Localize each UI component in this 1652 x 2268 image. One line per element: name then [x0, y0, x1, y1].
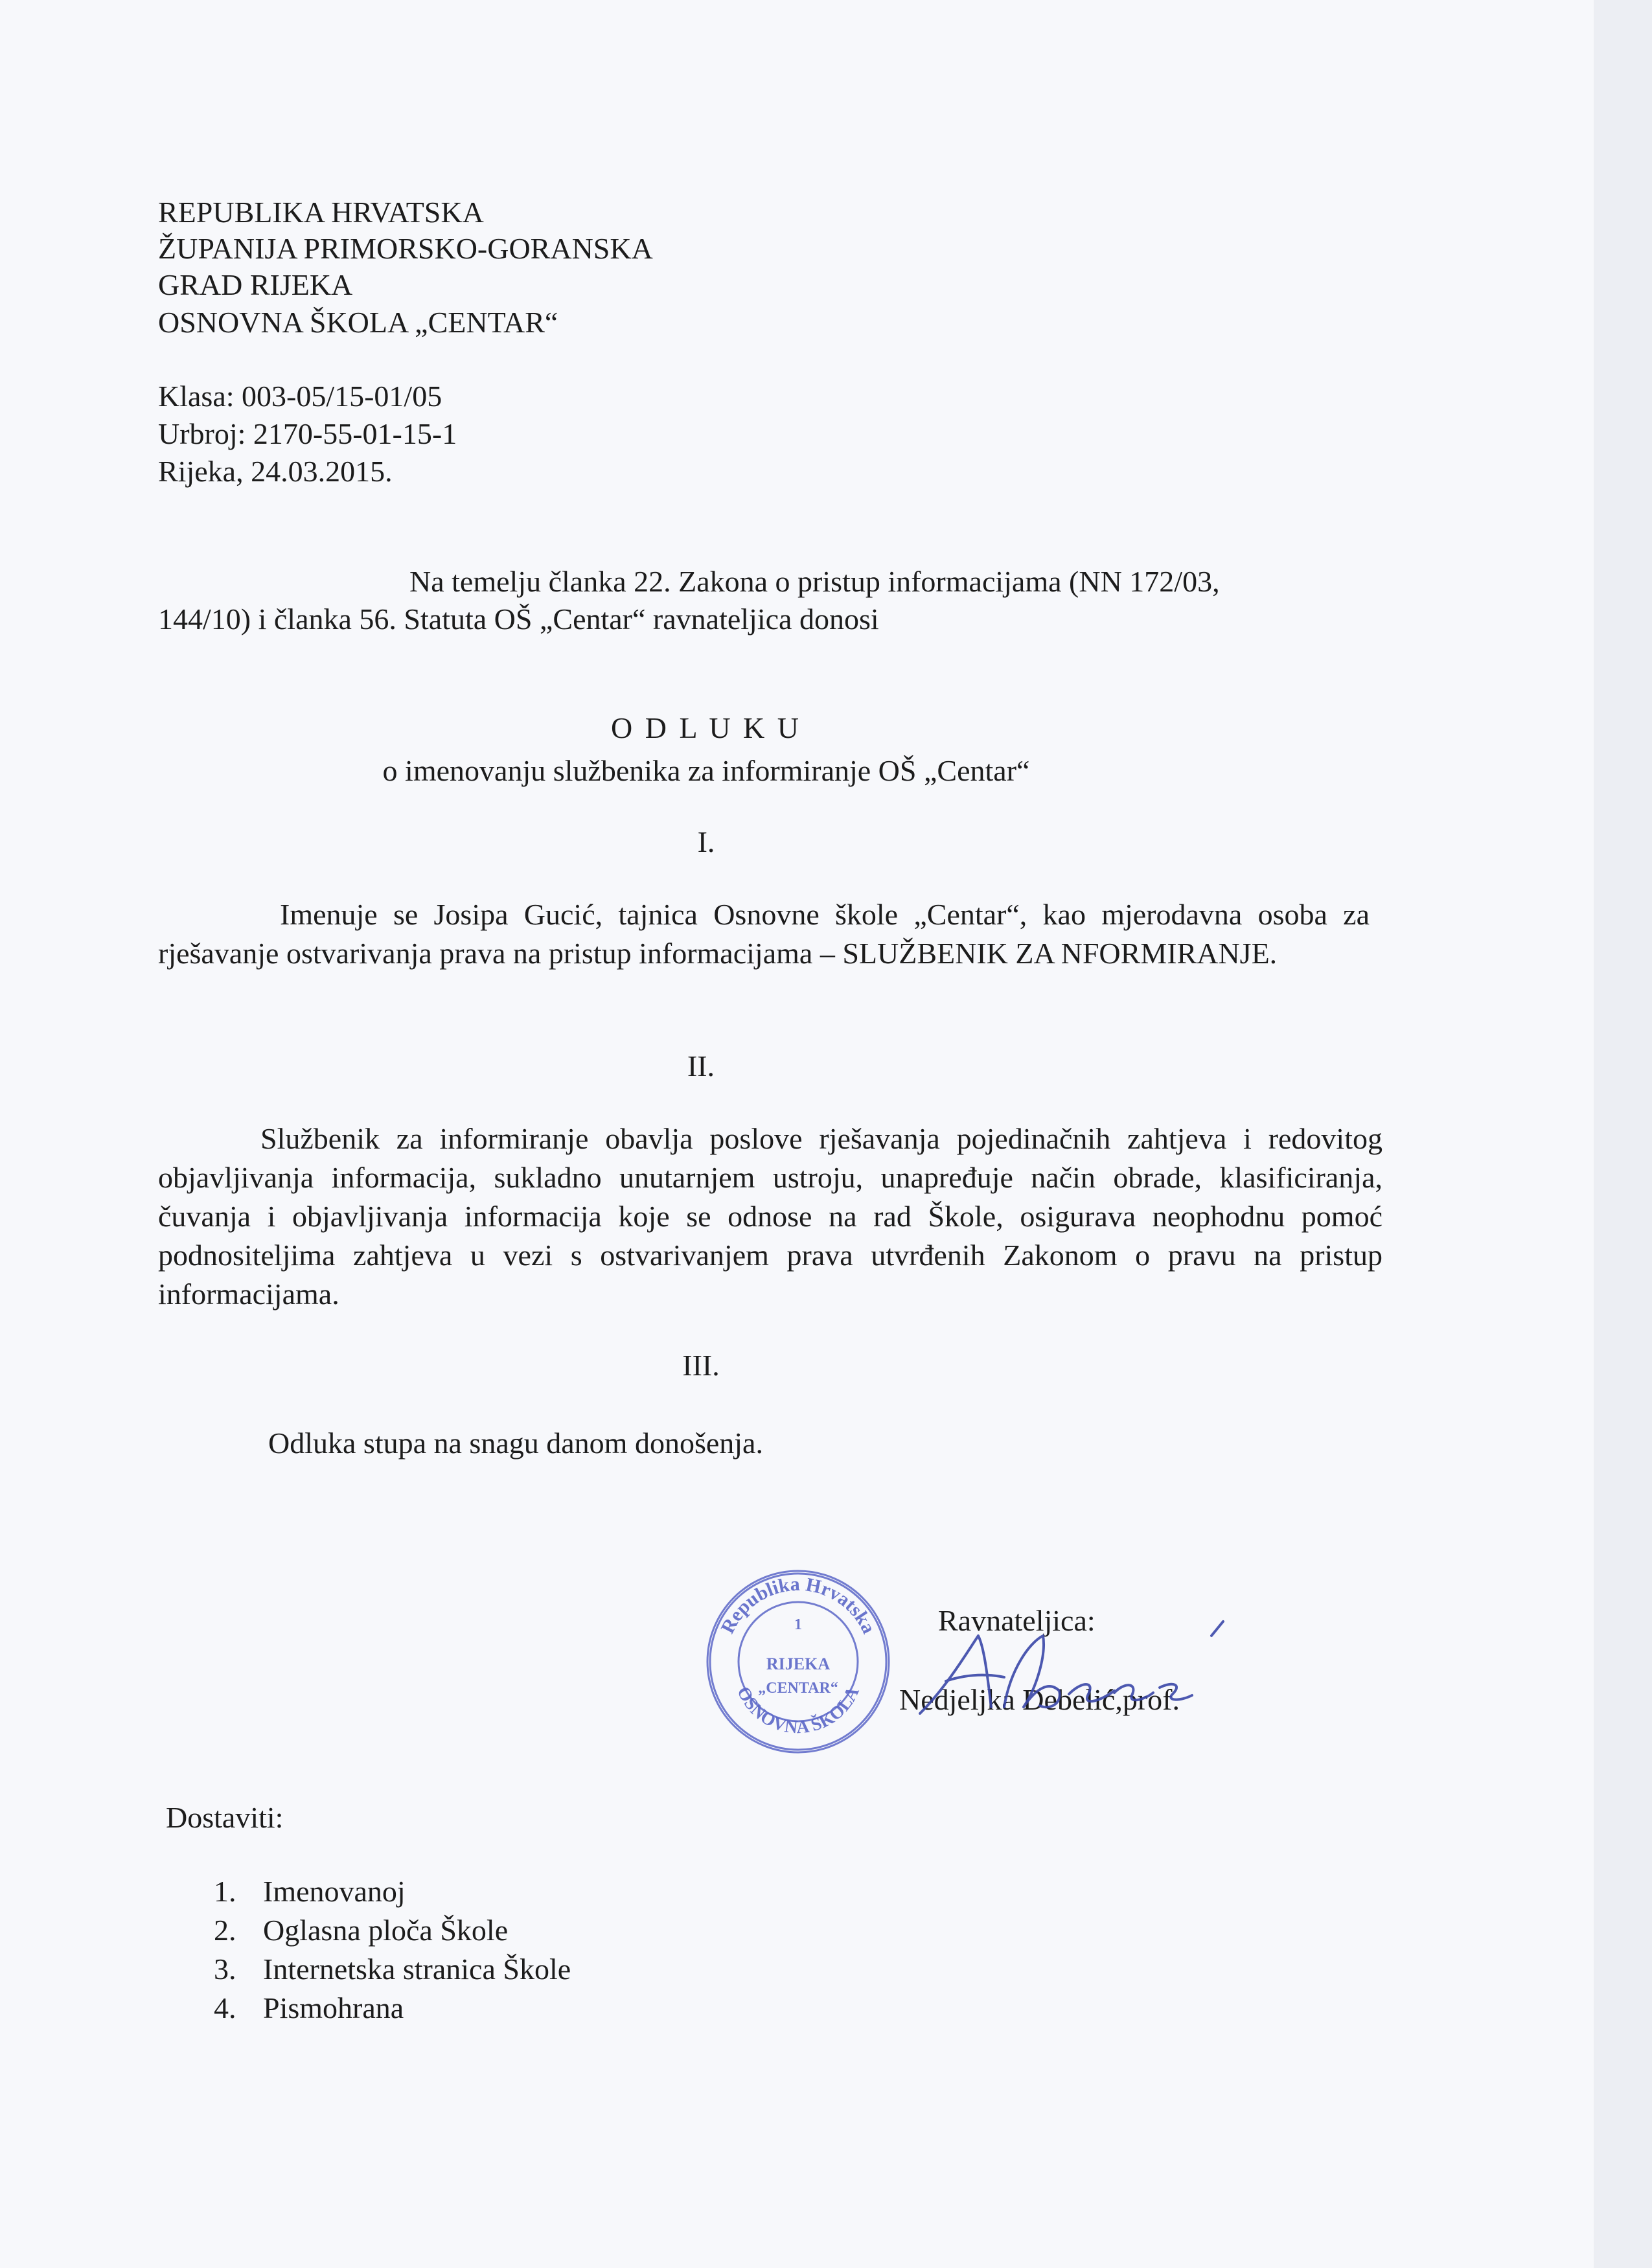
header-school: OSNOVNA ŠKOLA „CENTAR“ — [158, 306, 558, 339]
distribution-list — [214, 1872, 571, 2028]
stamp-top-text: Republika Hrvatska — [717, 1573, 880, 1637]
school-stamp — [701, 1564, 895, 1759]
document-title: O D L U K U — [611, 711, 801, 744]
distribution-label: Dostaviti: — [166, 1801, 284, 1834]
meta-klasa: Klasa: 003-05/15-01/05 — [158, 380, 442, 413]
list-item: 1. Imenovanoj — [214, 1875, 406, 1908]
section-2-text: Službenik za informiranje obavlja poslove rješavanja pojedinačnih zahtjeva i redovitog objavljivanja informacija, sukladno unutarnjem ustroju, unapređuje način obrade, klasificiranja, čuvanja i objavljivanja informacija koje se odnose na rad Škole, osigurava neophodnu pomoć podnositeljima zahtjeva u vezi s ostvarivanjem prava utvrđenih Zakonom o pravu na pristup informacijama. — [158, 1122, 1382, 1311]
scan-edge — [1594, 0, 1652, 2268]
list-item: 4. Pismohrana — [214, 1991, 404, 2024]
stamp-school: „CENTAR“ — [758, 1680, 838, 1697]
section-3-number: III. — [682, 1349, 720, 1382]
signature-role: Ravnateljica: — [938, 1604, 1096, 1637]
signature-name: Nedjeljka Debelić,prof. — [899, 1683, 1180, 1716]
section-1-text: Imenuje se Josipa Gucić, tajnica Osnovne škole „Centar“, kao mjerodavna osoba za rješavanje ostvarivanja prava na pristup informacijama – SLUŽBENIK ZA NFORMIRANJE. — [158, 898, 1370, 970]
document-subtitle: o imenovanju službenika za informiranje OŠ „Centar“ — [382, 754, 1030, 787]
list-item: 3. Internetska stranica Škole — [214, 1953, 571, 1986]
stamp-city: RIJEKA — [766, 1655, 831, 1673]
meta-place-date: Rijeka, 24.03.2015. — [158, 455, 393, 488]
section-1-number: I. — [697, 825, 715, 858]
list-item: 2. Oglasna ploča Škole — [214, 1914, 509, 1947]
handwritten-signature — [907, 1610, 1231, 1739]
section-2-number: II. — [687, 1049, 715, 1082]
section-3-text: Odluka stupa na snagu danom donošenja. — [268, 1426, 763, 1460]
preamble-line-2: 144/10) i članka 56. Statuta OŠ „Centar“ ravnateljica donosi — [158, 602, 879, 636]
header-county: ŽUPANIJA PRIMORSKO-GORANSKA — [158, 232, 653, 265]
preamble-line-1: Na temelju članka 22. Zakona o pristup informacijama (NN 172/03, — [409, 565, 1220, 598]
header-country: REPUBLIKA HRVATSKA — [158, 196, 484, 229]
stamp-bottom-text: OSNOVNA ŠKOLA — [733, 1683, 864, 1738]
stamp-number: 1 — [794, 1616, 802, 1633]
header-city: GRAD RIJEKA — [158, 268, 353, 301]
meta-urbroj: Urbroj: 2170-55-01-15-1 — [158, 417, 457, 450]
